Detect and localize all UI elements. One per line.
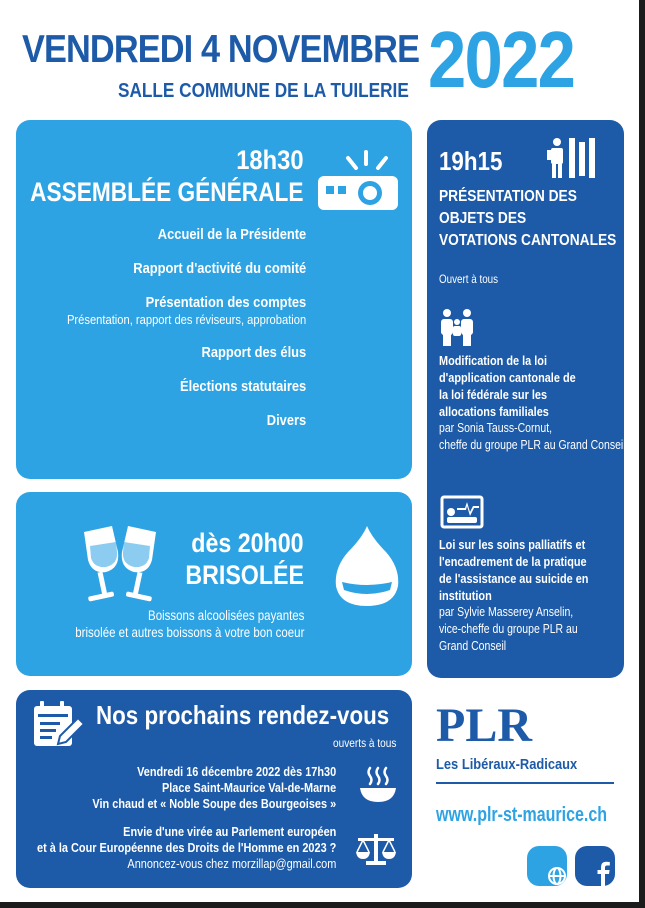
event-venue: SALLE COMMUNE DE LA TUILERIE — [118, 80, 409, 102]
event-date-title: VENDREDI 4 NOVEMBRE — [22, 28, 420, 71]
votation-topic: Modification de la loi d'application cantonale de la loi fédérale sur les allocations familiales par Sonia Tauss-Cornut, cheffe du groupe PLR au Grand Conseil — [439, 353, 626, 452]
assembly-card — [16, 120, 412, 479]
event-place: Place Saint-Maurice Val-de-Marne — [161, 780, 336, 795]
votations-open-note: Ouvert à tous — [439, 272, 499, 286]
website-button[interactable] — [527, 846, 567, 886]
brisolee-title: BRISOLÉE — [185, 560, 304, 590]
page-edge-bottom — [0, 902, 645, 908]
facebook-icon — [575, 846, 615, 886]
event-date: Vendredi 16 décembre 2022 dès 17h30 — [136, 764, 336, 779]
plr-logo: PLR — [436, 699, 532, 752]
rendezvous-event: Envie d'une virée au Parlement européen et à la Cour Européenne des Droits de l'Homme en 2023 ? Annoncez-vous chez morzillap@gmail.com — [36, 824, 336, 871]
brisolee-description: Boissons alcoolisées payantes brisolée et autres boissons à votre bon coeur — [74, 607, 304, 640]
votations-card — [427, 120, 624, 678]
scales-of-justice-icon — [354, 832, 398, 866]
calendar-edit-icon — [32, 700, 84, 750]
brisolee-time: dès 20h00 — [191, 528, 304, 558]
divider — [436, 782, 614, 784]
globe-icon — [527, 846, 567, 886]
assembly-agenda — [28, 226, 306, 446]
projector-icon — [314, 148, 400, 216]
agenda-item: Élections statutaires — [179, 378, 306, 395]
wine-glasses-icon — [74, 522, 166, 614]
agenda-item-detail: Présentation, rapport des réviseurs, approbation — [66, 312, 306, 327]
family-icon — [439, 308, 475, 346]
event-contact: Annoncez-vous chez morzillap@gmail.com — [127, 856, 336, 871]
rendezvous-event — [92, 764, 336, 812]
website-link[interactable]: www.plr-st-maurice.ch — [436, 804, 607, 826]
hospital-bed-icon — [439, 494, 485, 530]
event-year: 2022 — [428, 15, 575, 104]
votations-title: PRÉSENTATION DES OBJETS DES VOTATIONS CANTONALES — [439, 188, 617, 249]
event-description: Vin chaud et « Noble Soupe des Bourgeoises » — [92, 796, 336, 811]
agenda-item: Rapport d'activité du comité — [133, 260, 306, 277]
votations-time: 19h15 — [439, 146, 503, 176]
voting-booth-icon — [545, 136, 599, 180]
agenda-item: Accueil de la Présidente — [157, 226, 306, 243]
soup-bowl-icon — [358, 766, 398, 804]
votation-topic: Loi sur les soins palliatifs et l'encadrement de la pratique de l'assistance au suicide en institution par Sylvie Masserey Anselin, vice-cheffe du groupe PLR au Grand Conseil — [439, 537, 589, 653]
rendezvous-open-note: ouverts à tous — [332, 736, 396, 750]
agenda-item: Divers — [266, 412, 306, 429]
plr-tagline: Les Libéraux-Radicaux — [436, 756, 578, 773]
agenda-item: Présentation des comptes Présentation, rapport des réviseurs, approbation — [66, 294, 306, 327]
assembly-time: 18h30 — [236, 145, 304, 175]
facebook-button[interactable] — [575, 846, 615, 886]
page-edge-right — [639, 0, 645, 908]
rendezvous-card — [16, 690, 412, 888]
brisolee-card — [16, 492, 412, 676]
assembly-title: ASSEMBLÉE GÉNÉRALE — [30, 177, 304, 207]
chestnut-icon — [332, 524, 402, 610]
agenda-item: Rapport des élus — [201, 344, 306, 361]
rendezvous-title: Nos prochains rendez-vous — [96, 700, 390, 730]
